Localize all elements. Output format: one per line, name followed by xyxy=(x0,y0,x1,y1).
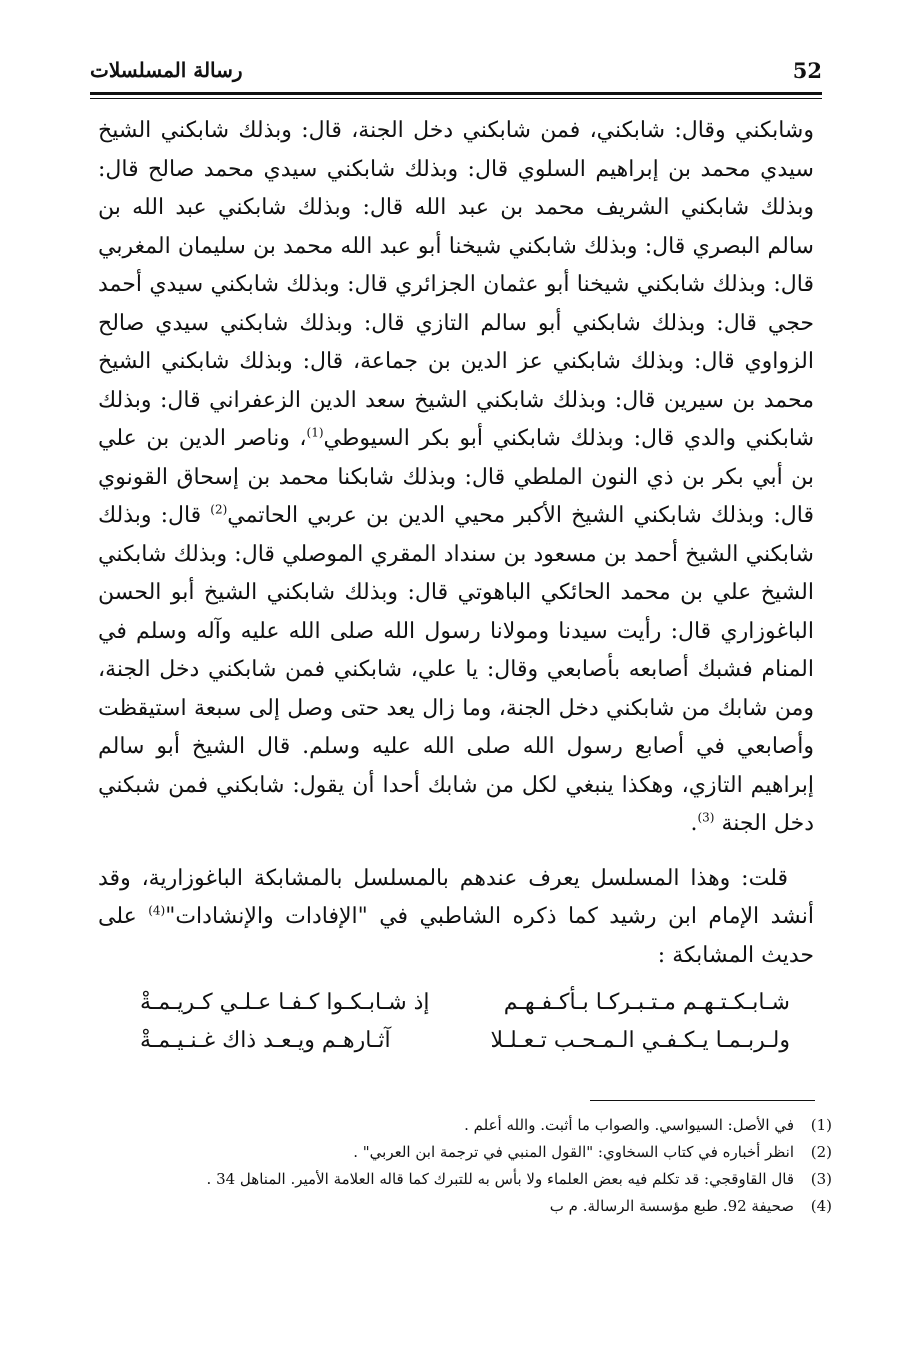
footnote-number: (2) xyxy=(810,1143,832,1161)
verse-line xyxy=(140,990,790,1028)
paragraph-1-end: . xyxy=(690,811,698,836)
footnote-ref-4[interactable]: (4) xyxy=(148,903,166,918)
verse-line xyxy=(140,1028,790,1066)
footnote-item xyxy=(98,1193,832,1220)
paragraph-1-part-b: ، وناصر الدين بن علي بن أبي بكر بن ذي النون الملطي قال: وبذلك شابكنا محمد بن إسحاق القونوي قال: وبذلك شابكني الشيخ الأكبر محيي الدين بن عربي الحاتمي xyxy=(98,426,815,528)
footnote-text: في الأصل: السيواسي. والصواب ما أثبت. والله أعلم . xyxy=(464,1116,794,1134)
footnote-number: (1) xyxy=(810,1116,832,1134)
footnote-number: (4) xyxy=(810,1197,832,1215)
verse-first-hemistich: ولـربـمـا يـكـفـي الـمـحـب تـعـلـلا xyxy=(490,1028,790,1053)
footnote-text: صحيفة 92. طبع مؤسسة الرسالة. م ب xyxy=(549,1197,794,1215)
header-rule-thin xyxy=(90,98,822,99)
footnote-item xyxy=(98,1166,832,1193)
footnote-ref-1[interactable]: (1) xyxy=(306,425,324,440)
paragraph-1 xyxy=(98,112,814,844)
page-number: 52 xyxy=(792,58,822,83)
footnote-item xyxy=(98,1112,832,1139)
page-header xyxy=(90,58,822,92)
body-text xyxy=(98,112,814,975)
paragraph-2-part-b: على حديث المشابكة : xyxy=(98,904,814,968)
footnote-ref-2[interactable]: (2) xyxy=(210,502,228,517)
paragraph-1-part-c: قال: وبذلك شابكني الشيخ أحمد بن مسعود بن سنداد المقري الموصلي قال: وبذلك شابكني الشيخ علي بن محمد الحائكي الباهوتي قال: وبذلك شابكني الشيخ أبو الحسن الباغوزاري قال: رأيت سيدنا ومولانا رسول الله صلى الله عليه وآله وسلم في المنام فشبك أصابعه بأصابعي وقال: يا علي، شابكني فمن شابكني دخل الجنة، ومن شابك من شابكني دخل الجنة، وما زال يعد حتى وصل إلى سبعة استيقظت وأصابعي في أصابع رسول الله صلى الله عليه وسلم. قال الشيخ أبو سالم إبراهيم التازي، وهكذا ينبغي لكل من شابك أحدا أن يقول: شابكني فمن شبكني دخل الجنة xyxy=(98,503,814,836)
footnote-number: (3) xyxy=(810,1170,832,1188)
verse-first-hemistich: شـابـكـتـهـم مـتـبـركـا بـأكـفـهـم xyxy=(503,990,790,1015)
footnote-ref-3[interactable]: (3) xyxy=(697,810,715,825)
verse-second-hemistich: إذ شـابـكـوا كـفـا عـلـي كـريـمـةْ xyxy=(140,990,430,1015)
footnote-separator xyxy=(590,1100,815,1101)
header-rule-thick xyxy=(90,92,822,95)
running-title: رسالة المسلسلات xyxy=(90,58,243,82)
footnote-text: انظر أخباره في كتاب السخاوي: "القول المنبي في ترجمة ابن العربي" . xyxy=(353,1143,794,1161)
paragraph-2 xyxy=(98,860,814,976)
footnote-item xyxy=(98,1139,832,1166)
footnotes xyxy=(98,1112,832,1220)
paragraph-2-part-a: قلت: وهذا المسلسل يعرف عندهم بالمسلسل بالمشابكة الباغوزارية، وقد أنشد الإمام ابن رشيد كما ذكره الشاطبي في "الإفادات والإنشادات" xyxy=(98,865,815,929)
paragraph-1-part-a: وشابكني وقال: شابكني، فمن شابكني دخل الجنة، قال: وبذلك شابكني الشيخ سيدي محمد بن إبراهيم السلوي قال: وبذلك شابكني سيدي محمد صالح قال: وبذلك شابكني الشريف محمد بن عبد الله قال: وبذلك شابكني عبد الله بن سالم البصري قال: وبذلك شابكني شيخنا أبو عبد الله محمد بن سليمان المغربي قال: وبذلك شابكني شيخنا أبو عثمان الجزائري قال: وبذلك شابكني سيدي أحمد حجي قال: وبذلك شابكني أبو سالم التازي قال: وبذلك شابكني سيدي صالح الزواوي قال: وبذلك شابكني عز الدين بن جماعة، قال: وبذلك شابكني الشيخ محمد بن سيرين قال: وبذلك شابكني الشيخ سعد الدين الزعفراني قال: وبذلك شابكني والدي قال: وبذلك شابكني أبو بكر السيوطي xyxy=(98,118,815,451)
verse-second-hemistich: آثـارهـم ويـعـد ذاك غـنـيـمـةْ xyxy=(140,1028,391,1053)
footnote-text: قال القاوقجي: قد تكلم فيه بعض العلماء ولا بأس به للتبرك كما قاله العلامة الأمير. المناهل 34 . xyxy=(206,1170,794,1188)
poem-verses xyxy=(140,990,790,1066)
